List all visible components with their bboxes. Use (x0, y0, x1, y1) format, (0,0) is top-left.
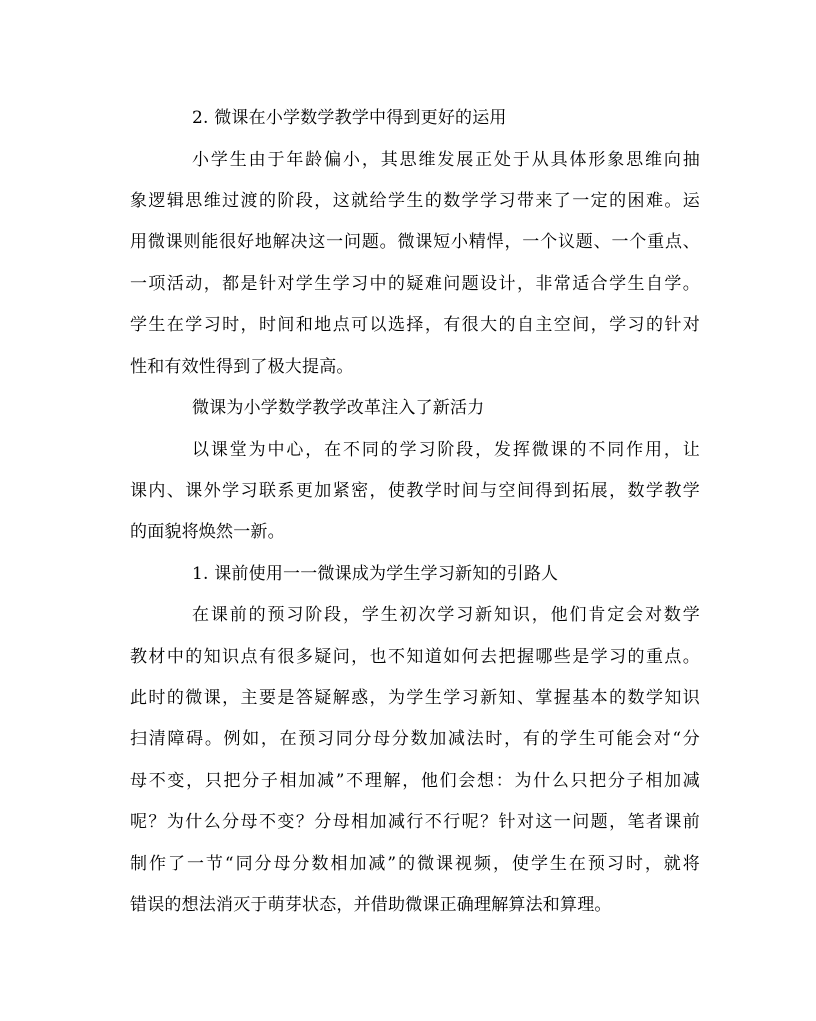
paragraph-line: 一项活动，都是针对学生学习中的疑难问题设计，非常适合学生自学。 (130, 274, 700, 294)
paragraph-line: 教材中的知识点有很多疑问，也不知道如何去把握哪些是学习的重点。 (130, 647, 700, 667)
section-heading-1: 1. 课前使用一一微课成为学生学习新知的引路人 (192, 564, 559, 584)
section-heading-2: 2. 微课在小学数学教学中得到更好的运用 (192, 108, 507, 128)
paragraph-line: 错误的想法消灭于萌芽状态，并借助微课正确理解算法和算理。 (130, 895, 612, 915)
paragraph-line: 性和有效性得到了极大提高。 (130, 357, 354, 377)
paragraph-line: 扫清障碍。例如，在预习同分母分数加减法时，有的学生可能会对“分 (130, 729, 700, 749)
paragraph-line: 呢？为什么分母不变？分母相加减行不行呢？针对这一问题，笔者课前 (130, 812, 700, 832)
paragraph-line: 此时的微课，主要是答疑解惑，为学生学习新知、掌握基本的数学知识 (130, 688, 700, 708)
paragraph-line: 课内、课外学习联系更加紧密，使教学时间与空间得到拓展，数学教学 (130, 481, 700, 501)
paragraph-line: 小学生由于年龄偏小，其思维发展正处于从具体形象思维向抽 (192, 150, 700, 170)
paragraph-line: 用微课则能很好地解决这一问题。微课短小精悍，一个议题、一个重点、 (130, 232, 700, 252)
paragraph-line: 母不变，只把分子相加减”不理解，他们会想：为什么只把分子相加减 (130, 771, 700, 791)
paragraph-line: 以课堂为中心，在不同的学习阶段，发挥微课的不同作用，让 (192, 440, 700, 460)
paragraph-line: 在课前的预习阶段，学生初次学习新知识，他们肯定会对数学 (192, 605, 700, 625)
paragraph-line: 学生在学习时，时间和地点可以选择，有很大的自主空间，学习的针对 (130, 315, 700, 335)
paragraph-line: 象逻辑思维过渡的阶段，这就给学生的数学学习带来了一定的困难。运 (130, 191, 700, 211)
paragraph-line: 的面貌将焕然一新。 (130, 522, 285, 542)
section-heading: 微课为小学数学教学改革注入了新活力 (192, 398, 485, 418)
paragraph-line: 制作了一节“同分母分数相加减”的微课视频，使学生在预习时，就将 (130, 854, 700, 874)
